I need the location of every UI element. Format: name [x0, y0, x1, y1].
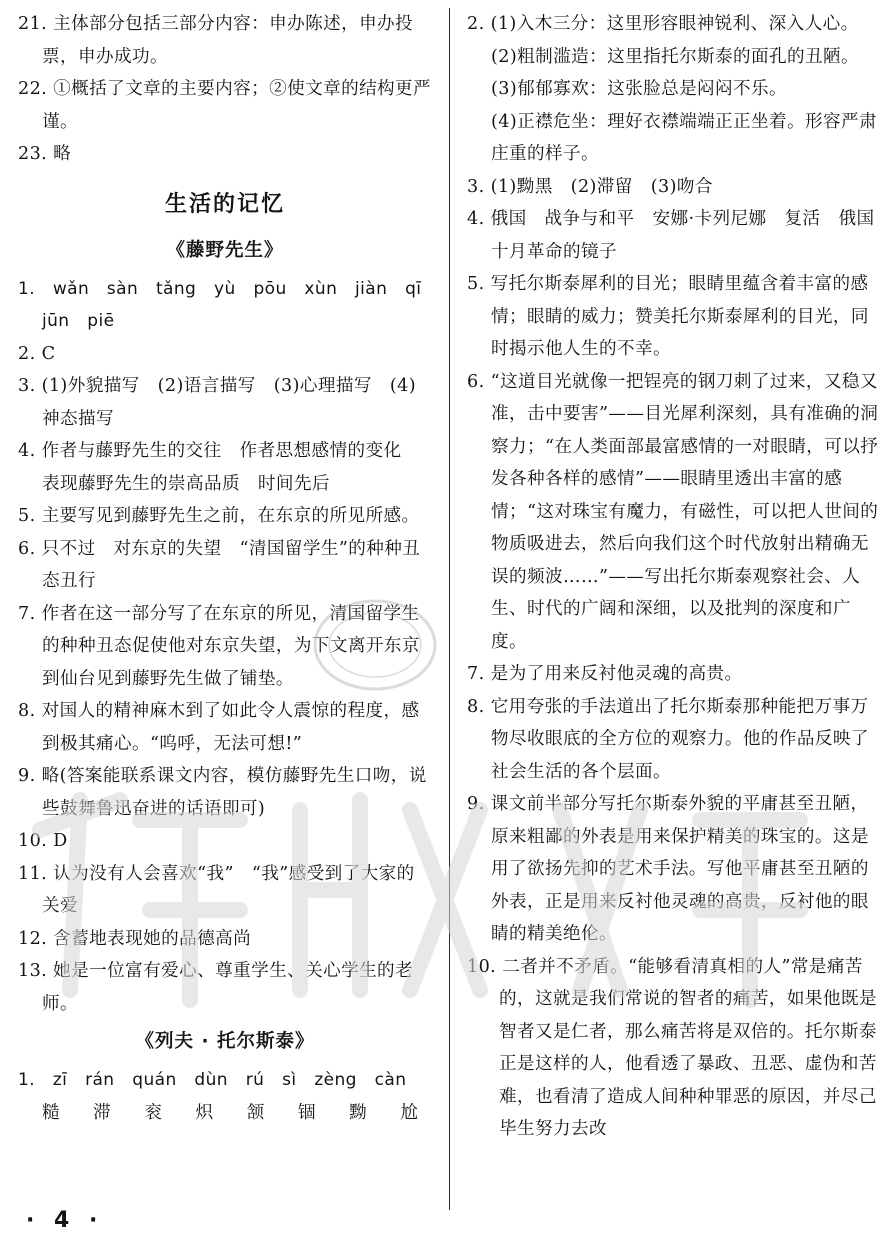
answer-item: 6. 只不过 对东京的失望 “清国留学生”的种种丑态丑行 — [18, 538, 421, 591]
answer-item: 8. 它用夸张的手法道出了托尔斯泰那种能把万事万物尽收眼底的全方位的观察力。他的作品反映了社会生活的各个层面。 — [467, 696, 869, 782]
answer-item: 9. 课文前半部分写托尔斯泰外貌的平庸甚至丑陋，原来粗鄙的外表是用来保护精美的珠宝的。这是用了欲扬先抑的艺术手法。写他平庸甚至丑陋的外表，正是用来反衬他灵魂的高贵，反衬他的眼睛的精美绝伦。 — [467, 794, 869, 944]
answer-item: (3)郁郁寡欢：这张脸总是闷闷不乐。 — [491, 79, 788, 99]
answer-item: 4. 俄国 战争与和平 安娜·卡列尼娜 复活 俄国十月革命的镜子 — [467, 209, 875, 262]
answer-item: 6. “这道目光就像一把锃亮的钢刀刺了过来，又稳又准，击中要害”——目光犀利深刻，具有准确的洞察力；“在人类面部最富感情的一对眼睛，可以抒发各种各样的感情”——眼睛里透出丰富的感情；“这对珠宝有魔力，有磁性，可以把人世间的物质吸进去，然后向我们这个时代放射出精确无误的频波……”——写出托尔斯泰观察社会、人生、时代的广阔和深细，以及批判的深度和广度。 — [467, 371, 879, 652]
tolstoy-answers — [467, 8, 879, 1146]
answer-item: 5. 写托尔斯泰犀利的目光；眼睛里蕴含着丰富的感情；眼睛的威力；赞美托尔斯泰犀利的目光，同时揭示他人生的不幸。 — [467, 274, 869, 359]
answer-item: (2)粗制滥造：这里指托尔斯泰的面孔的丑陋。 — [491, 46, 860, 67]
answer-item: 7. 作者在这一部分写了在东京的所见，清国留学生的种种丑态促使他对东京失望，为下文离开东京到仙台见到藤野先生做了铺垫。 — [18, 603, 420, 689]
subsection-title-tengye: 《藤野先生》 — [166, 239, 284, 261]
answer-item: 3. (1)黝黑 (2)滞留 (3)吻合 — [467, 176, 713, 197]
answer-item: 10. 二者并不矛盾。“能够看清真相的人”常是痛苦的，这就是我们常说的智者的痛苦，如果他既是智者又是仁者，那么痛苦将是双倍的。托尔斯泰正是这样的人，他看透了暴政、丑恶、虚伪和苦难，也看清了造成人间种种罪恶的原因，并尽己毕生努力去改 — [467, 956, 877, 1139]
answer-item: 11. 认为没有人会喜欢“我” “我”感受到了大家的关爱 — [18, 863, 415, 916]
answer-item: 21. 主体部分包括三部分内容：申办陈述，申办投票，申办成功。 — [18, 14, 414, 67]
answer-item: 13. 她是一位富有爱心、尊重学生、关心学生的老师。 — [18, 961, 414, 1014]
answer-item: 12. 含蓄地表现她的品德高尚 — [18, 928, 252, 949]
answer-item: 23. 略 — [18, 144, 72, 164]
answer-item: (4)正襟危坐：理好衣襟端端正正坐着。形容严肃庄重的样子。 — [491, 111, 877, 164]
answer-item: 10. D — [18, 831, 68, 851]
pinyin-line: 1. zī rán quán dùn rú sì zèng càn — [18, 1070, 407, 1090]
answer-item: 2. (1)入木三分：这里形容眼神锐利、深入人心。 — [467, 14, 859, 34]
answer-item: 9. 略(答案能联系课文内容，模仿藤野先生口吻，说些鼓舞鲁迅奋进的话语即可) — [18, 766, 427, 819]
page-number: · 4 · — [26, 1208, 104, 1233]
left-top-items — [18, 8, 432, 171]
answer-item: 22. ①概括了文章的主要内容；②使文章的结构更严谨。 — [18, 79, 432, 132]
answer-item: 4. 作者与藤野先生的交往 作者思想感情的变化 表现藤野先生的崇高品质 时间先后 — [18, 441, 420, 494]
answer-item: 7. 是为了用来反衬他灵魂的高贵。 — [467, 664, 743, 684]
answer-item: 3. (1)外貌描写 (2)语言描写 (3)心理描写 (4)神态描写 — [18, 376, 416, 429]
pinyin-line: 1. wǎn sàn tǎng yù pōu xùn jiàn qī — [18, 278, 422, 299]
column-divider — [449, 8, 450, 1210]
tengye-answers — [18, 338, 432, 1021]
pinyin-line: jūn piē — [42, 311, 115, 331]
section-title: 生活的记忆 — [164, 191, 285, 217]
left-column — [18, 8, 432, 1129]
subsection-title-tolstoy: 《列夫 · 托尔斯泰》 — [135, 1031, 315, 1052]
right-column — [467, 8, 879, 1146]
answer-item: 5. 主要写见到藤野先生之前，在东京的所见所感。 — [18, 506, 420, 526]
chinese-characters-line: 糙 滞 衮 炽 颔 锢 黝 尬 — [42, 1102, 432, 1123]
answer-item: 2. C — [18, 343, 56, 364]
answer-item: 8. 对国人的精神麻木到了如此令人震惊的程度，感到极其痛心。“呜呼，无法可想!” — [18, 701, 420, 754]
